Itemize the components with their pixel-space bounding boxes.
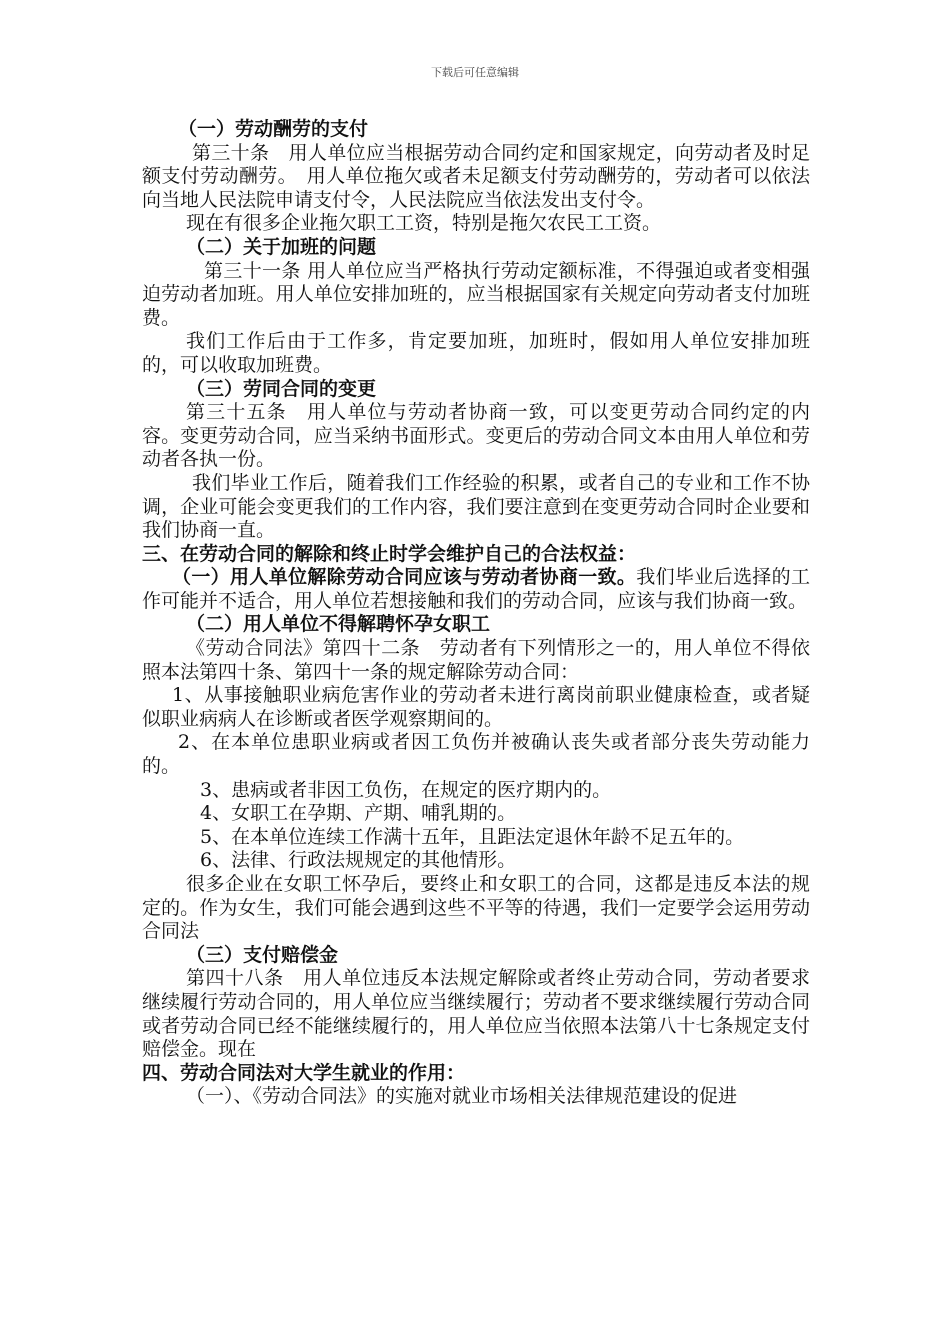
article-paragraph: 第四十八条 用人单位违反本法规定解除或者终止劳动合同，劳动者要求继续履行劳动合同的，用人单位应当继续履行；劳动者不要求继续履行劳动合同或者劳动合同已经不能继续履行的，用人单位应当依照本法第八十七条规定支付赔偿金。现在 — [142, 967, 810, 1061]
body-paragraph: 很多企业在女职工怀孕后，要终止和女职工的合同，这都是违反本法的规定的。作为女生，我们可能会遇到这些不平等的待遇，我们一定要学会运用劳动合同法 — [142, 873, 810, 943]
list-item: 5、在本单位连续工作满十五年，且距法定退休年龄不足五年的。 — [200, 825, 745, 848]
list-item: 1、从事接触职业病危害作业的劳动者未进行离岗前职业健康检查，或者疑似职业病病人在诊断或者医学观察期间的。 — [142, 684, 810, 730]
section-heading: （三）支付赔偿金 — [186, 943, 339, 966]
body-paragraph: 我们毕业工作后，随着我们工作经验的积累，或者自己的专业和工作不协调，企业可能会变更我们的工作内容，我们要注意到在变更劳动合同时企业要和我们协商一直。 — [142, 471, 810, 542]
chapter-heading: 四、劳动合同法对大学生就业的作用： — [142, 1061, 466, 1084]
list-item: 6、法律、行政法规规定的其他情形。 — [200, 849, 517, 872]
page-header: 下载后可任意编辑 — [431, 66, 519, 79]
section-heading: （二）关于加班的问题 — [186, 235, 377, 258]
body-paragraph: （一）、《劳动合同法》的实施对就业市场相关法律规范建设的促进 — [186, 1085, 738, 1108]
inline-text: 我们毕业后选择的工作可能并不适合，用人单位若想接触和我们的劳动合同，应该与我们协商一致。 — [142, 566, 810, 612]
section-heading: （一）劳动酬劳的支付 — [178, 118, 369, 140]
section-heading: （二）用人单位不得解聘怀孕女职工 — [186, 613, 491, 636]
article-paragraph: 第三十一条 用人单位应当严格执行劳动定额标准，不得强迫或者变相强迫劳动者加班。用人单位安排加班的，应当根据国家有关规定向劳动者支付加班费。 — [142, 259, 810, 329]
list-item: 4、女职工在孕期、产期、哺乳期的。 — [200, 802, 517, 825]
document-body — [142, 118, 810, 1109]
body-paragraph: 我们工作后由于工作多，肯定要加班，加班时，假如用人单位安排加班的，可以收取加班费。 — [142, 330, 810, 376]
inline-heading: （一）用人单位解除劳动合同应该与劳动者协商一致。 — [172, 566, 637, 589]
article-paragraph: 《劳动合同法》第四十二条 劳动者有下列情形之一的，用人单位不得依照本法第四十条、第四十一条的规定解除劳动合同： — [142, 637, 810, 683]
article-paragraph: 第三十条 用人单位应当根据劳动合同约定和国家规定，向劳动者及时足额支付劳动酬劳。 用人单位拖欠或者未足额支付劳动酬劳的，劳动者可以依法向当地人民法院申请支付令，人民法院应当依法发出支付令。 — [142, 141, 810, 211]
body-paragraph: 现在有很多企业拖欠职工工资，特别是拖欠农民工工资。 — [186, 212, 662, 235]
list-item: 2、在本单位患职业病或者因工负伤并被确认丧失或者部分丧失劳动能力的。 — [142, 731, 810, 778]
article-paragraph: 第三十五条 用人单位与劳动者协商一致，可以变更劳动合同约定的内容。变更劳动合同，应当采纳书面形式。变更后的劳动合同文本由用人单位和劳动者各执一份。 — [142, 401, 810, 471]
mixed-paragraph — [142, 566, 810, 613]
list-item: 3、患病或者非因工负伤，在规定的医疗期内的。 — [200, 778, 612, 801]
chapter-heading: 三、在劳动合同的解除和终止时学会维护自己的合法权益： — [142, 542, 637, 565]
section-heading: （三）劳同合同的变更 — [186, 377, 377, 400]
